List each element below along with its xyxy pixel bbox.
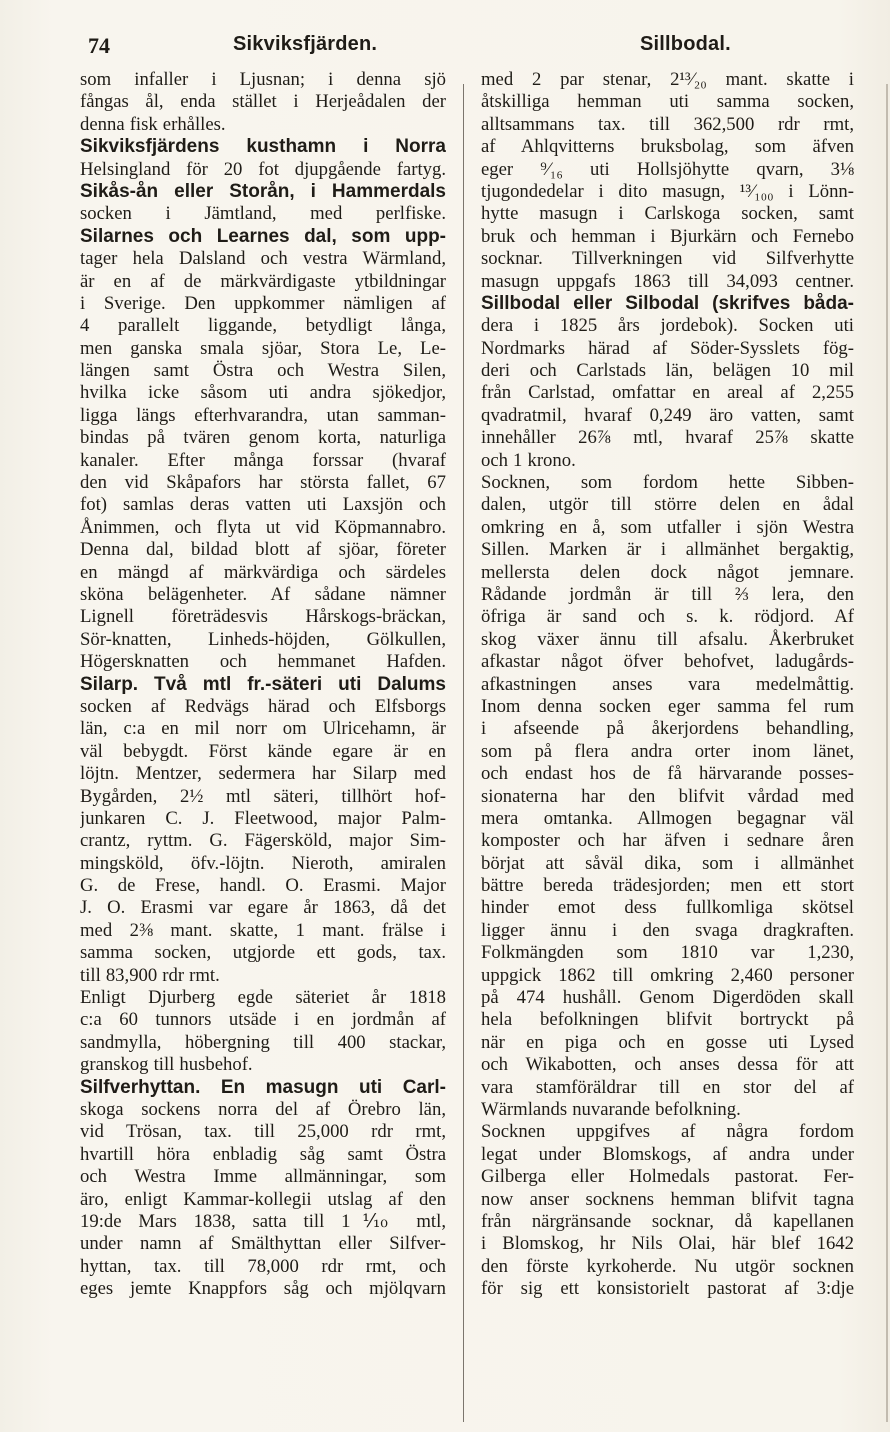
right_column-line: Rådande jordmån är till ⅔ lera, den: [481, 583, 854, 605]
left_column-line: under namn af Smälthyttan eller Silfver-: [80, 1233, 446, 1255]
right_column-line: hinder emot dess fullkomliga skötsel: [481, 897, 854, 919]
left_column-line: fångas ål, enda stället i Herjeådalen der: [80, 91, 446, 113]
right_column-line: alltsammans tax. till 362,500 rdr rmt,: [481, 113, 854, 135]
left_column-line: Lignell företrädesvis Hårskogs-bräckan,: [80, 606, 446, 628]
left_column-line: eges jemte Knappfors såg och mjölqvarn: [80, 1278, 446, 1300]
left_column-line: socken i Jämtland, med perlfiske.: [80, 203, 446, 225]
right_column-line: mellersta delen dock något jemnare.: [481, 561, 854, 583]
left_column-line: kanaler. Efter många forssar (hvaraf: [80, 449, 446, 471]
right_column-line: för sig ett konsistorielt pastorat af 3:dje: [481, 1278, 854, 1300]
right_column-line: Sillen. Marken är i allmänhet bergaktig,: [481, 539, 854, 561]
right_column-line: skog växer ännu till afsalu. Åkerbruket: [481, 628, 854, 650]
page-header: [80, 33, 865, 61]
right_column-line: Nordmarks härad af Söder-Sysslets fög-: [481, 337, 854, 359]
right_column-line: mera omtanka. Allmogen begagnar väl: [481, 807, 854, 829]
right_column-line: komposter och har äfven i sednare åren: [481, 830, 854, 852]
right_column-line: på 474 hushåll. Genom Digerdöden skall: [481, 987, 854, 1009]
left_column-line: väl bebygdt. Först kände egare är en: [80, 740, 446, 762]
left_column-line: hyttan, tax. till 78,000 rdr rmt, och: [80, 1255, 446, 1277]
left_column-line: Sikviksfjärdens kusthamn i Norra: [80, 136, 446, 158]
left_column-line: ligga längs efterhvarandra, utan samman-: [80, 404, 446, 426]
left_column-line: men ganska smala sjöar, Stora Le, Le-: [80, 337, 446, 359]
left_column-line: den vid Skåpafors har största fallet, 67: [80, 472, 446, 494]
left_column-line: Silarp. Två mtl fr.-säteri uti Dalums: [80, 673, 446, 695]
right_column-line: som på flera andra orter inom länet,: [481, 740, 854, 762]
right-text-column: [481, 69, 854, 1300]
right_column-line: och 1 krono.: [481, 449, 576, 471]
left_column-line: G. de Frese, handl. O. Erasmi. Major: [80, 875, 446, 897]
right_column-line: Inom denna socken eger samma fel rum: [481, 695, 854, 717]
left_column-line: skoga sockens norra del af Örebro län,: [80, 1098, 446, 1120]
right_column-line: den förste kyrkoherde. Nu utgör socknen: [481, 1255, 854, 1277]
right_column-line: vara stamföräldrar till en stor del af: [481, 1076, 854, 1098]
right_column-line: Folkmängden som 1810 var 1,230,: [481, 942, 854, 964]
left_column-line: i Sverige. Den uppkommer nämligen af: [80, 292, 446, 314]
left_column-line: Denna dal, bildad blott af sjöar, företer: [80, 539, 446, 561]
left_column-line: och Westra Imme allmänningar, som: [80, 1166, 446, 1188]
left_column-line: Sikås-ån eller Storån, i Hammerdals: [80, 180, 446, 202]
right_column-line: ligger ännu i den svaga dragkraften.: [481, 919, 854, 941]
left_column-line: crantz, ryttm. G. Fägersköld, major Sim-: [80, 830, 446, 852]
left_column-line: Bygården, 2½ mtl säteri, tillhört hof-: [80, 785, 446, 807]
left_column-line: socken af Redvägs härad och Elfsborgs: [80, 695, 446, 717]
left_column-line: som infaller i Ljusnan; i denna sjö: [80, 69, 446, 90]
right_column-line: masugn uppgafs 1863 till 34,093 centner.: [481, 270, 854, 292]
right_column-line: i Blomskog, hr Nils Olai, här blef 1642: [481, 1233, 854, 1255]
left_column-line: J. O. Erasmi var egare år 1863, då det: [80, 897, 446, 919]
right_column-line: åtskilliga hemman uti samma socken,: [481, 91, 854, 113]
right_column-line: afkastningen anses vara medelmåttig.: [481, 673, 854, 695]
left_column-line: löjtn. Mentzer, sedermera har Silarp med: [80, 763, 446, 785]
left_column-line: äro, enligt Kammar-kollegii utslag af den: [80, 1188, 446, 1210]
left_column-line: Helsingland för 20 fot djupgående fartyg.: [80, 158, 446, 180]
right_column-line: hytte masugn i Carlskoga socken, samt: [481, 203, 854, 225]
right_column-line: now anser socknens hemman blifvit tagna: [481, 1188, 854, 1210]
right_column-line: tjugondedelar i dito masugn, ¹³⁄₁₀₀ i Lönn-: [481, 180, 854, 202]
right_column-line: och Wikabotten, och anses dessa för att: [481, 1054, 854, 1076]
left_column-line: 19:de Mars 1838, satta till 1⅒ mtl,: [80, 1210, 446, 1232]
right_column-line: sionaterna har den blifvit vårdad med: [481, 785, 854, 807]
right_column-line: från närgränsande socknar, då kapellanen: [481, 1210, 854, 1232]
left_column-line: längen samt Östra och Westra Silen,: [80, 360, 446, 382]
left_column-line: Enligt Djurberg egde säteriet år 1818: [80, 987, 446, 1009]
right_column-line: uppgick 1862 till omkring 2,460 personer: [481, 964, 854, 986]
right_column-line: Sillbodal eller Silbodal (skrifves båda-: [481, 292, 854, 314]
column-divider: [463, 84, 464, 1422]
left_column-line: hvartill höra enbladig såg samt Östra: [80, 1143, 446, 1165]
right_column-line: bättre bereda trädesjorden; men ett stort: [481, 875, 854, 897]
left_column-line: är en af de märkvärdigaste ytbildningar: [80, 270, 446, 292]
left_column-line: hvilka icke såsom uti andra sjökedjor,: [80, 382, 446, 404]
left_column-line: c:a 60 tunnors utsäde i en jordmån af: [80, 1009, 446, 1031]
right_column-line: när en piga och en gosse uti Lysed: [481, 1031, 854, 1053]
left_column-line: till 83,900 rdr rmt.: [80, 964, 220, 986]
left_column-line: sandmylla, höbergning till 400 stackar,: [80, 1031, 446, 1053]
left_column-line: län, c:a en mil norr om Ulricehamn, är: [80, 718, 446, 740]
right_column-line: hela befolkningen blifvit bortryckt på: [481, 1009, 854, 1031]
left_column-line: junkaren C. J. Fleetwood, major Palm-: [80, 807, 446, 829]
right_column-line: af Ahlqvitterns bruksbolag, som äfven: [481, 136, 854, 158]
right_column-line: Gilberga eller Holmedals pastorat. Fer-: [481, 1166, 854, 1188]
page-edge-rule: [886, 84, 888, 1422]
right_column-line: qvadratmil, hvaraf 0,249 äro vatten, samt: [481, 404, 854, 426]
right_column-line: i afseende på åkerjordens behandling,: [481, 718, 854, 740]
page-number: 74: [88, 33, 110, 58]
left_column-line: med 2⅜ mant. skatte, 1 mant. frälse i: [80, 919, 446, 941]
left_column-line: tager hela Dalsland och vestra Wärmland,: [80, 248, 446, 270]
left_column-line: Högersknatten och hemmanet Hafden.: [80, 651, 446, 673]
right_column-line: och endast hos de få härvarande posses-: [481, 763, 854, 785]
right_column-line: afkastar något öfver behofvet, ladugårds-: [481, 651, 854, 673]
left_column-line: mingsköld, öfv.-löjtn. Nieroth, amiralen: [80, 852, 446, 874]
right_column-line: innehåller 26⅞ mtl, hvaraf 25⅞ skatte: [481, 427, 854, 449]
left_column-line: samma socken, utgjorde ett gods, tax.: [80, 942, 446, 964]
right_column-line: börjat att såväl dika, som i allmänhet: [481, 852, 854, 874]
left_column-line: granskog till husbehof.: [80, 1054, 253, 1076]
left_column-line: denna fisk erhålles.: [80, 113, 226, 135]
right_column-line: dera i 1825 års jordebok). Socken uti: [481, 315, 854, 337]
left_column-line: sköna belägenheter. Af sådane nämner: [80, 583, 446, 605]
right_column-line: legat under Blomskogs, af andra under: [481, 1143, 854, 1165]
running-title-left: Sikviksfjärden.: [233, 33, 378, 55]
left_column-line: bindas på tvären genom korta, naturliga: [80, 427, 446, 449]
right_column-line: socknar. Tillverkningen vid Silfverhytte: [481, 248, 854, 270]
left_column-line: Sör-knatten, Linheds-höjden, Gölkullen,: [80, 628, 446, 650]
left_column-line: Silfverhyttan. En masugn uti Carl-: [80, 1076, 446, 1098]
right_column-line: med 2 par stenar, 2¹³⁄₂₀ mant. skatte i: [481, 69, 854, 90]
right_column-line: Socknen, som fordom hette Sibben-: [481, 472, 854, 494]
right_column-line: bruk och hemman i Bjurkärn och Fernebo: [481, 225, 854, 247]
right_column-line: deri och Carlstads län, belägen 10 mil: [481, 360, 854, 382]
left_column-line: fot) samlas deras vatten uti Laxsjön och: [80, 494, 446, 516]
right_column-line: eger ⁹⁄₁₆ uti Hollsjöhytte qvarn, 3⅛: [481, 158, 854, 180]
right_column-line: dalen, utgör till större delen en ådal: [481, 494, 854, 516]
left_column-line: vid Trösan, tax. till 25,000 rdr rmt,: [80, 1121, 446, 1143]
right_column-line: omkring en å, som utfaller i sjön Westra: [481, 516, 854, 538]
running-title-right: Sillbodal.: [640, 33, 731, 55]
left_column-line: Silarnes och Learnes dal, som upp-: [80, 225, 446, 247]
left_column-line: 4 parallelt liggande, betydligt långa,: [80, 315, 446, 337]
left_column-line: en mängd af märkvärdiga och särdeles: [80, 561, 446, 583]
right_column-line: öfriga är sand och s. k. rödjord. Af: [481, 606, 854, 628]
right_column-line: Wärmlands nuvarande befolkning.: [481, 1098, 741, 1120]
left-text-column: [80, 69, 446, 1300]
right_column-line: från Carlstad, omfattar en areal af 2,255: [481, 382, 854, 404]
right_column-line: Socknen uppgifves af några fordom: [481, 1121, 854, 1143]
left_column-line: Ånimmen, och flyta ut vid Köpmannabro.: [80, 516, 446, 538]
